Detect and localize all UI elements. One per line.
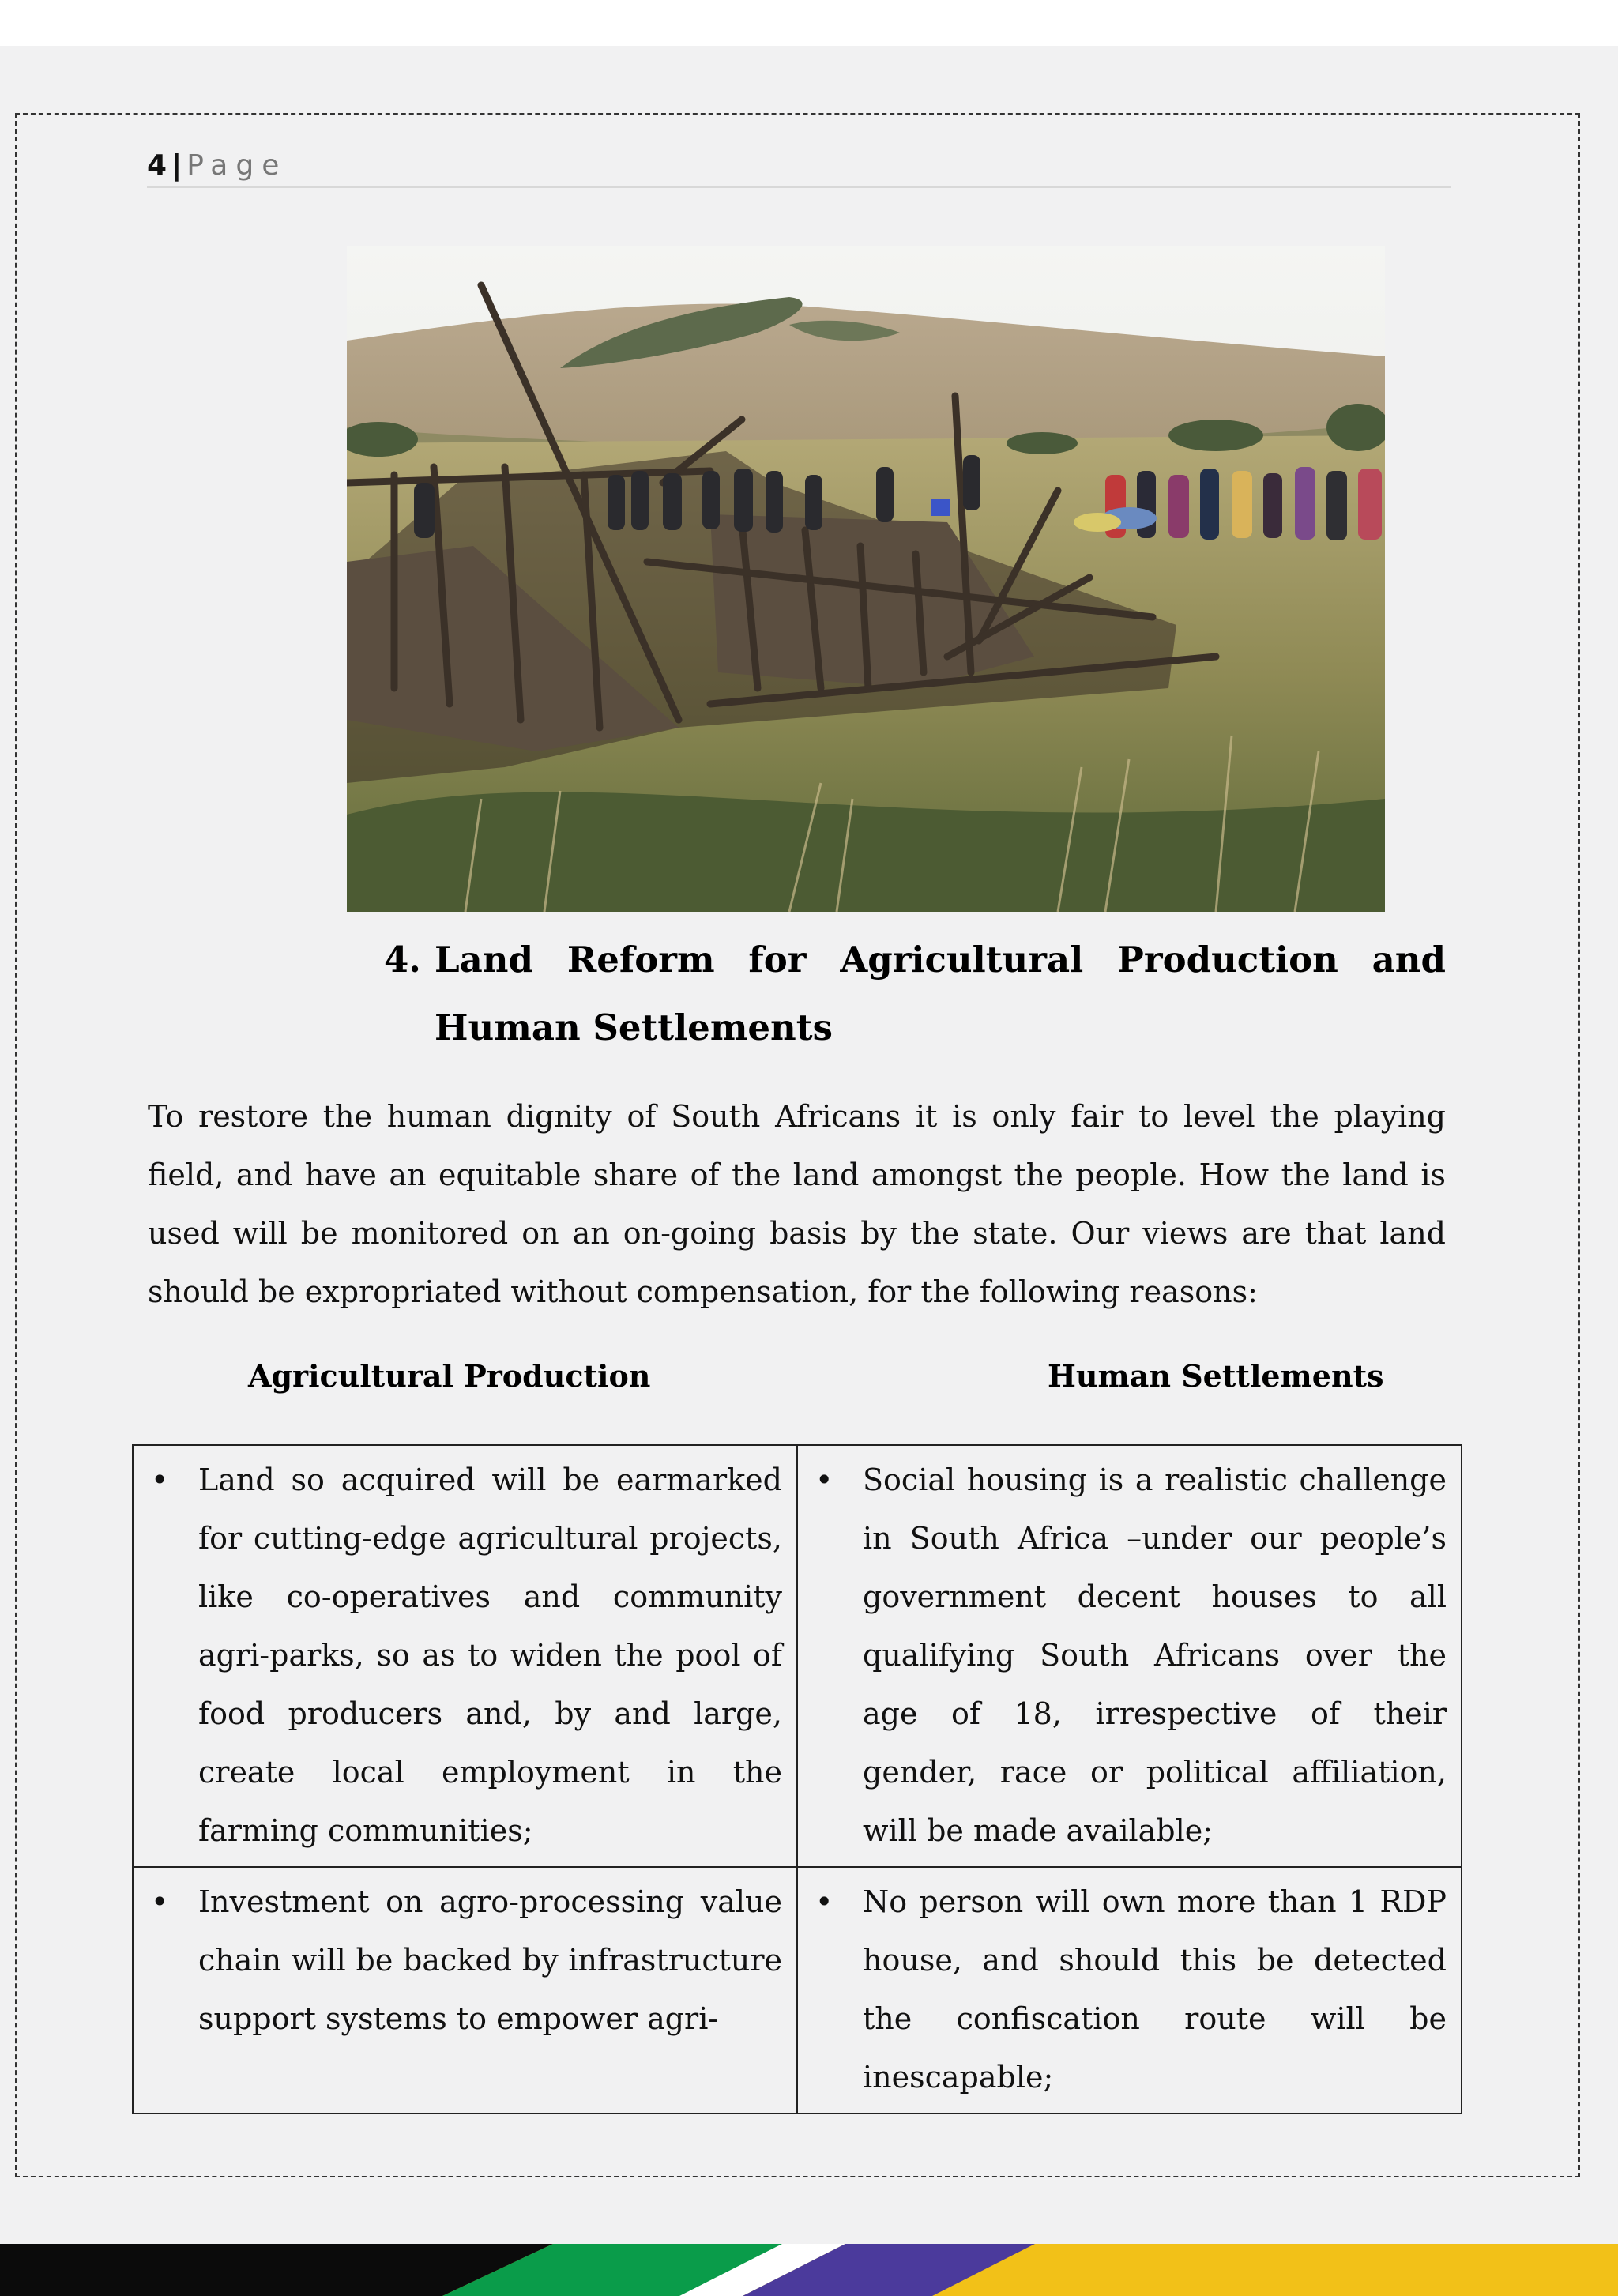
reason-text: No person will own more than 1 RDP house, and should this be detected the confiscation route will be inescapable; xyxy=(863,1884,1447,2095)
column-title-agricultural: Agricultural Production xyxy=(248,1358,651,1394)
bullet-icon: • xyxy=(815,1884,833,1919)
intro-paragraph: To restore the human dignity of South Africans it is only fair to level the playing field, and have an equitable share of the land amongst the people. How the land is used will be monitored on an on-going basis by the state. Our views are that land should be expropriated without compensation, for the following reasons: xyxy=(148,1099,1446,1309)
land-reform-photo xyxy=(347,246,1385,912)
table-row xyxy=(133,1867,1462,2113)
table-cell xyxy=(797,1445,1462,1867)
table-cell xyxy=(797,1867,1462,2113)
section-title: Land Reform for Agricultural Production and Human Settlements xyxy=(435,939,1446,1048)
section-number: 4. xyxy=(384,939,421,981)
table-row xyxy=(133,1445,1462,1867)
page-number: 4 xyxy=(147,149,167,182)
reason-text: Investment on agro-processing value chain will be backed by infrastructure support systems to empower agri- xyxy=(198,1884,782,2036)
bullet-icon: • xyxy=(815,1462,833,1497)
table-cell xyxy=(133,1445,797,1867)
list-item xyxy=(812,1451,1447,1860)
list-item xyxy=(812,1873,1447,2106)
reason-text: Land so acquired will be earmarked for cutting-edge agricultural projects, like co-operatives and community agri-parks, so as to widen the pool of food producers and, by and large, create local employment in the farming communities; xyxy=(198,1462,782,1848)
page-header-separator: | xyxy=(171,149,182,182)
list-item xyxy=(148,1451,782,1860)
page-header xyxy=(147,147,1451,188)
reasons-table xyxy=(132,1444,1462,2114)
table-cell xyxy=(133,1867,797,2113)
reason-text: Social housing is a realistic challenge in South Africa –under our people’s government decent houses to all qualifying South Africans over the age of 18, irrespective of their gender, race or political affiliation, will be made available; xyxy=(863,1462,1447,1848)
photo-illustration xyxy=(347,246,1385,912)
section-heading xyxy=(384,926,1446,1062)
column-title-settlements: Human Settlements xyxy=(1048,1358,1384,1394)
bullet-icon: • xyxy=(151,1884,169,1919)
footer-flag-stripe xyxy=(0,2244,1618,2296)
list-item xyxy=(148,1873,782,2048)
page-label: Page xyxy=(186,149,288,182)
bullet-icon: • xyxy=(151,1462,169,1497)
flag-stripe-graphic xyxy=(0,2244,1618,2296)
